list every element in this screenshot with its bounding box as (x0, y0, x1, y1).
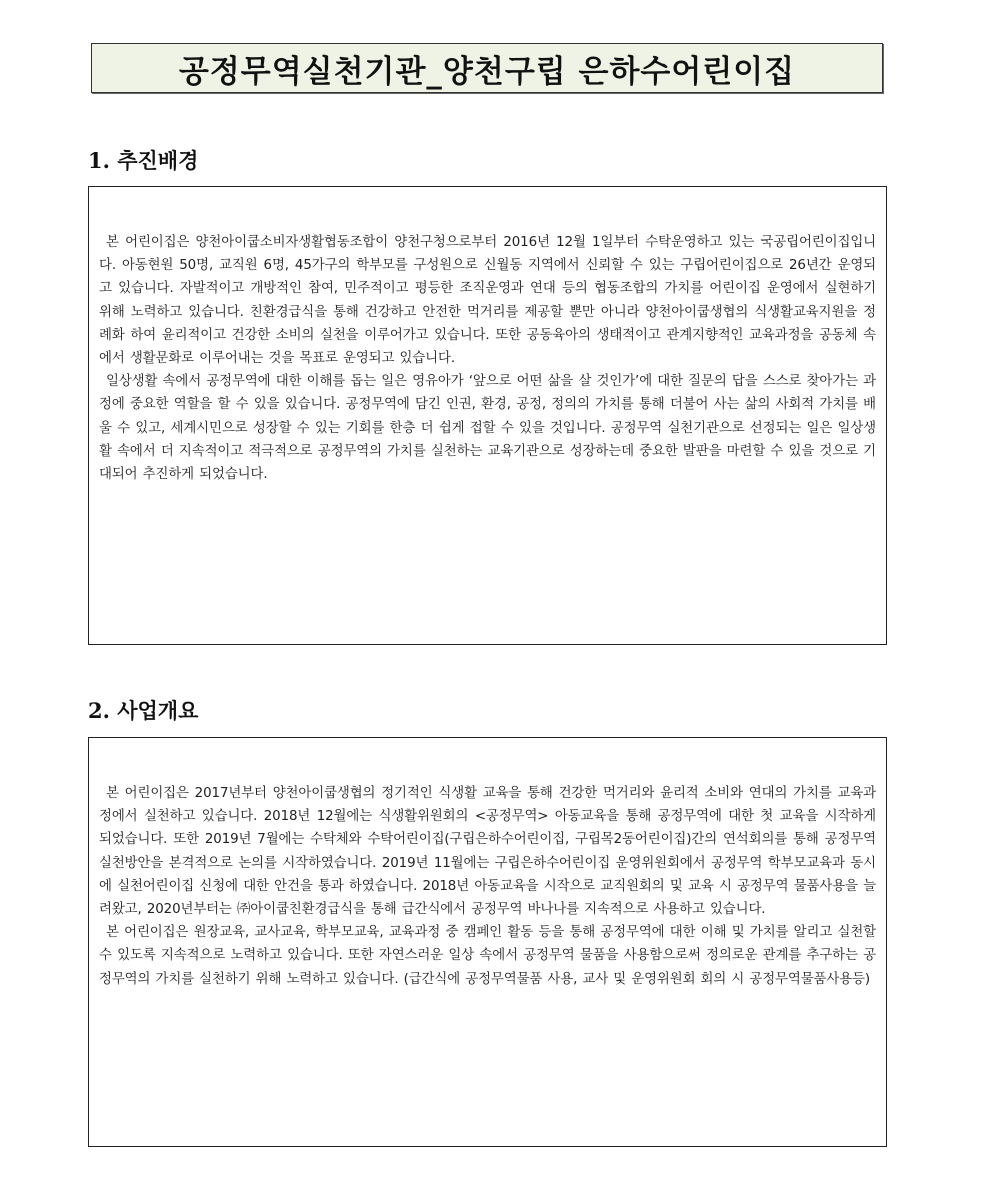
title-box (91, 43, 883, 93)
overview-content-box (88, 737, 887, 1147)
section-heading-overview: 2. 사업개요 (88, 698, 199, 723)
background-content-box (88, 186, 887, 645)
overview-paragraph-1: 본 어린이집은 2017년부터 양천아이쿱생협의 정기적인 식생활 교육을 통해 건강한 먹거리와 윤리적 소비와 연대의 가치를 교육과정에서 실천하고 있습니다. 2018년 12월에는 식생활위원회의 <공정무역> 아동교육을 통해 공정무역에 대한 첫 교육을 시작하게 되었습니다. 또한 2019년 7월에는 수탁체와 수탁어린이집(구립은하수어린이집, 구립목2동어린이집)간의 연석회의를 통해 공정무역 실천방안을 본격적으로 논의를 시작하였습니다. 2019년 11월에는 구립은하수어린이집 운영위원회에서 공정무역 학부모교육과 동시에 실천어린이집 신청에 대한 안건을 통과 하였습니다. 2018년 아동교육을 시작으로 교직원회의 및 교육 시 공정무역 물품사용을 늘려왔고, 2020년부터는 ㈜아이쿱친환경급식을 통해 급간식에서 공정무역 바나나를 지속적으로 사용하고 있습니다. (99, 786, 876, 918)
document-title: 공정무역실천기관_양천구립 은하수어린이집 (178, 53, 796, 90)
background-paragraph-2: 일상생활 속에서 공정무역에 대한 이해를 돕는 일은 영유아가 ‘앞으로 어떤 삶을 살 것인가’에 대한 질문의 답을 스스로 찾아가는 과정에 중요한 역할을 할 수 있을 있습니다. 공정무역에 담긴 인권, 환경, 공정, 정의의 가치를 통해 더불어 사는 삶의 사회적 가치를 배울 수 있고, 세계시민으로 성장할 수 있는 기회를 한층 더 쉽게 접할 수 있을 것입니다. 공정무역 실천기관으로 선정되는 일은 일상생활 속에서 더 지속적이고 적극적으로 공정무역의 가치를 실천하는 교육기관으로 성장하는데 중요한 발판을 마련할 수 있을 것으로 기대되어 추진하게 되었습니다. (99, 374, 876, 483)
background-paragraph-1: 본 어린이집은 양천아이쿱소비자생활협동조합이 양천구청으로부터 2016년 12월 1일부터 수탁운영하고 있는 국공립어린이집입니다. 아동현원 50명, 교직원 6명, 45가구의 학부모를 구성원으로 신월동 지역에서 신뢰할 수 있는 구립어린이집으로 26년간 운영되고 있습니다. 자발적이고 개방적인 참여, 민주적이고 평등한 조직운영과 연대 등의 협동조합의 가치를 어린이집 운영에서 실현하기 위해 노력하고 있습니다. 친환경급식을 통해 건강하고 안전한 먹거리를 제공할 뿐만 아니라 양천아이쿱생협의 식생활교육지원을 정례화 하여 윤리적이고 건강한 소비의 실천을 이루어가고 있습니다. 또한 공동육아의 생태적이고 관계지향적인 교육과정을 공동체 속에서 생활문화로 이루어내는 것을 목표로 운영되고 있습니다. (99, 235, 876, 367)
section-heading-background: 1. 추진배경 (88, 148, 199, 173)
overview-paragraph-2: 본 어린이집은 원장교육, 교사교육, 학부모교육, 교육과정 중 캠페인 활동 등을 통해 공정무역에 대한 이해 및 가치를 알리고 실천할 수 있도록 지속적으로 노력하고 있습니다. 또한 자연스러운 일상 속에서 공정무역 물품을 사용함으로써 정의로운 관계를 추구하는 공정무역의 가치를 실천하기 위해 노력하고 있습니다. (급간식에 공정무역물품 사용, 교사 및 운영위원회 회의 시 공정무역물품사용등) (99, 925, 876, 987)
